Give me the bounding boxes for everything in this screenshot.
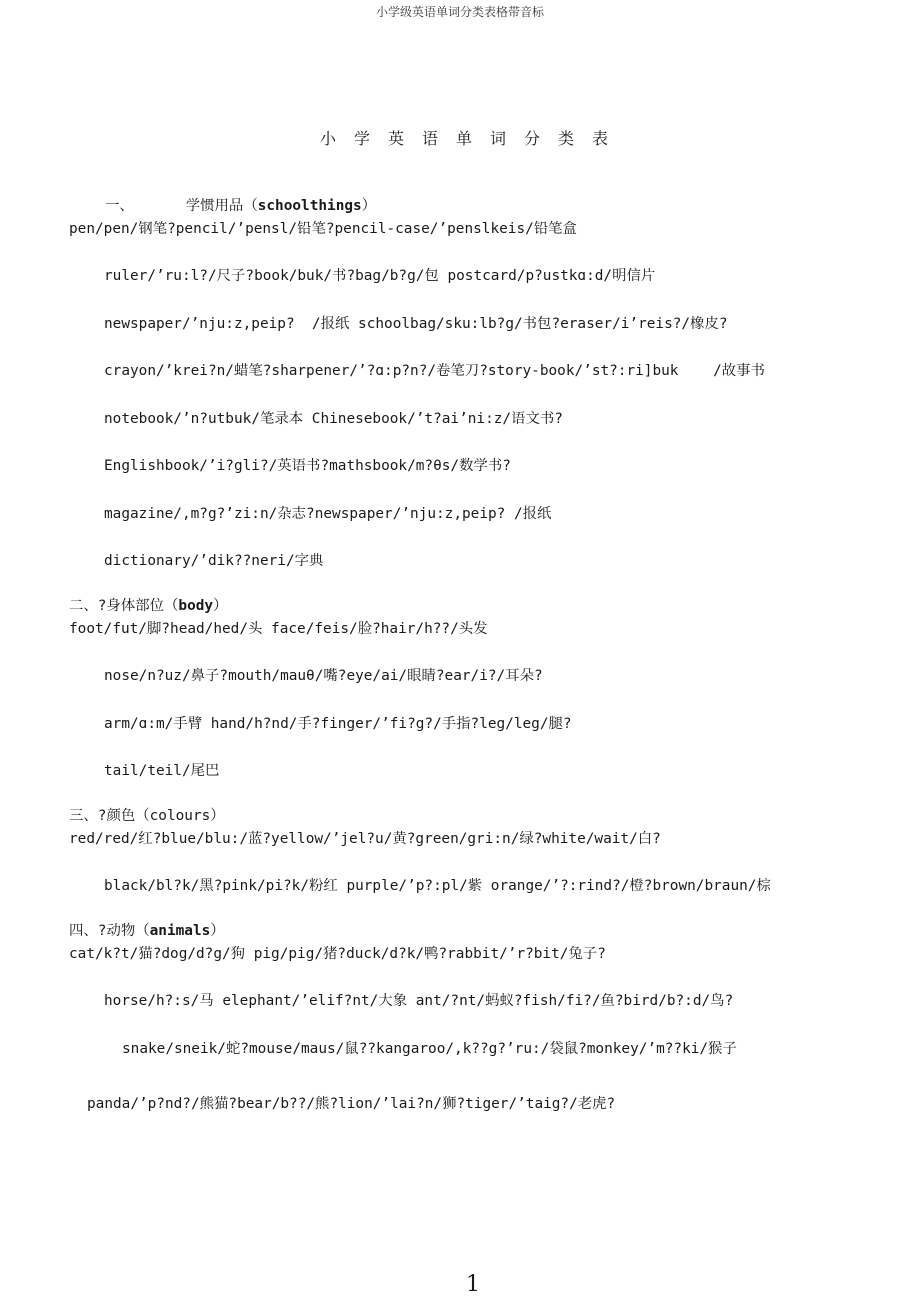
- vocab-line: horse/h?:s/马 elephant/’elif?nt/大象 ant/?nt/蚂蚁?fish/fi?/鱼?bird/b?:d/鸟?: [104, 993, 734, 1009]
- vocab-line: snake/sneik/蛇?mouse/maus/鼠??kangaroo/,k??g?’ru:/袋鼠?monkey/’m??ki/猴子: [122, 1041, 737, 1057]
- vocab-line: panda/’p?nd?/熊猫?bear/b??/熊?lion/’lai?n/狮?tiger/’taig?/老虎?: [87, 1096, 616, 1112]
- running-header: 小学级英语单词分类表格带音标: [375, 5, 544, 19]
- vocab-line: notebook/’n?utbuk/笔录本 Chinesebook/’t?ai’ni:z/语文书?: [104, 411, 563, 427]
- section-heading-colours: 三、?颜色（colours）: [69, 808, 225, 824]
- vocab-line: arm/ɑ:m/手臂 hand/h?nd/手?finger/’fi?g?/手指?leg/leg/腿?: [104, 716, 572, 732]
- vocab-line: nose/n?uz/鼻子?mouth/mauθ/嘴?eye/ai/眼睛?ear/i?/耳朵?: [104, 668, 543, 684]
- vocab-line: Englishbook/’i?gli?/英语书?mathsbook/m?θs/数学书?: [104, 458, 511, 474]
- vocab-line: dictionary/’dik??neri/字典: [104, 553, 324, 569]
- page-title: 小学英语单词分类表: [319, 129, 626, 148]
- section-heading-body: 二、?身体部位（body）: [69, 598, 228, 614]
- vocab-line: foot/fut/脚?head/hed/头 face/feis/脸?hair/h??/头发: [69, 621, 488, 637]
- page-number: 1: [466, 1272, 480, 1297]
- vocab-line: pen/pen/钢笔?pencil/’pensl/铅笔?pencil-case/’penslkeis/铅笔盒: [69, 221, 577, 237]
- vocab-line: red/red/红?blue/blu:/蓝?yellow/’jel?u/黄?green/gri:n/绿?white/wait/白?: [69, 831, 661, 847]
- vocab-line: tail/teil/尾巴: [104, 763, 220, 779]
- vocab-line: cat/k?t/猫?dog/d?g/狗 pig/pig/猪?duck/d?k/鸭?rabbit/’r?bit/兔子?: [69, 946, 606, 962]
- vocab-line: newspaper/’nju:z,peip? /报纸 schoolbag/sku:lb?g/书包?eraser/i’reis?/橡皮?: [104, 316, 728, 332]
- vocab-line: magazine/,m?g?’zi:n/杂志?newspaper/’nju:z,peip? /报纸: [104, 506, 552, 522]
- vocab-line: ruler/’ru:l?/尺子?book/buk/书?bag/b?g/包 postcard/p?ustkɑ:d/明信片: [104, 268, 656, 284]
- section-heading-animals: 四、?动物（animals）: [69, 923, 225, 939]
- vocab-line: crayon/’krei?n/蜡笔?sharpener/’?ɑ:p?n?/卷笔刀?story-book/’st?:ri]buk /故事书: [104, 363, 765, 379]
- section-heading-schoolthings: 一、 学惯用品（schoolthings）: [105, 198, 377, 214]
- vocab-line: black/bl?k/黑?pink/pi?k/粉红 purple/’p?:pl/紫 orange/’?:rind?/橙?brown/braun/棕: [104, 878, 771, 894]
